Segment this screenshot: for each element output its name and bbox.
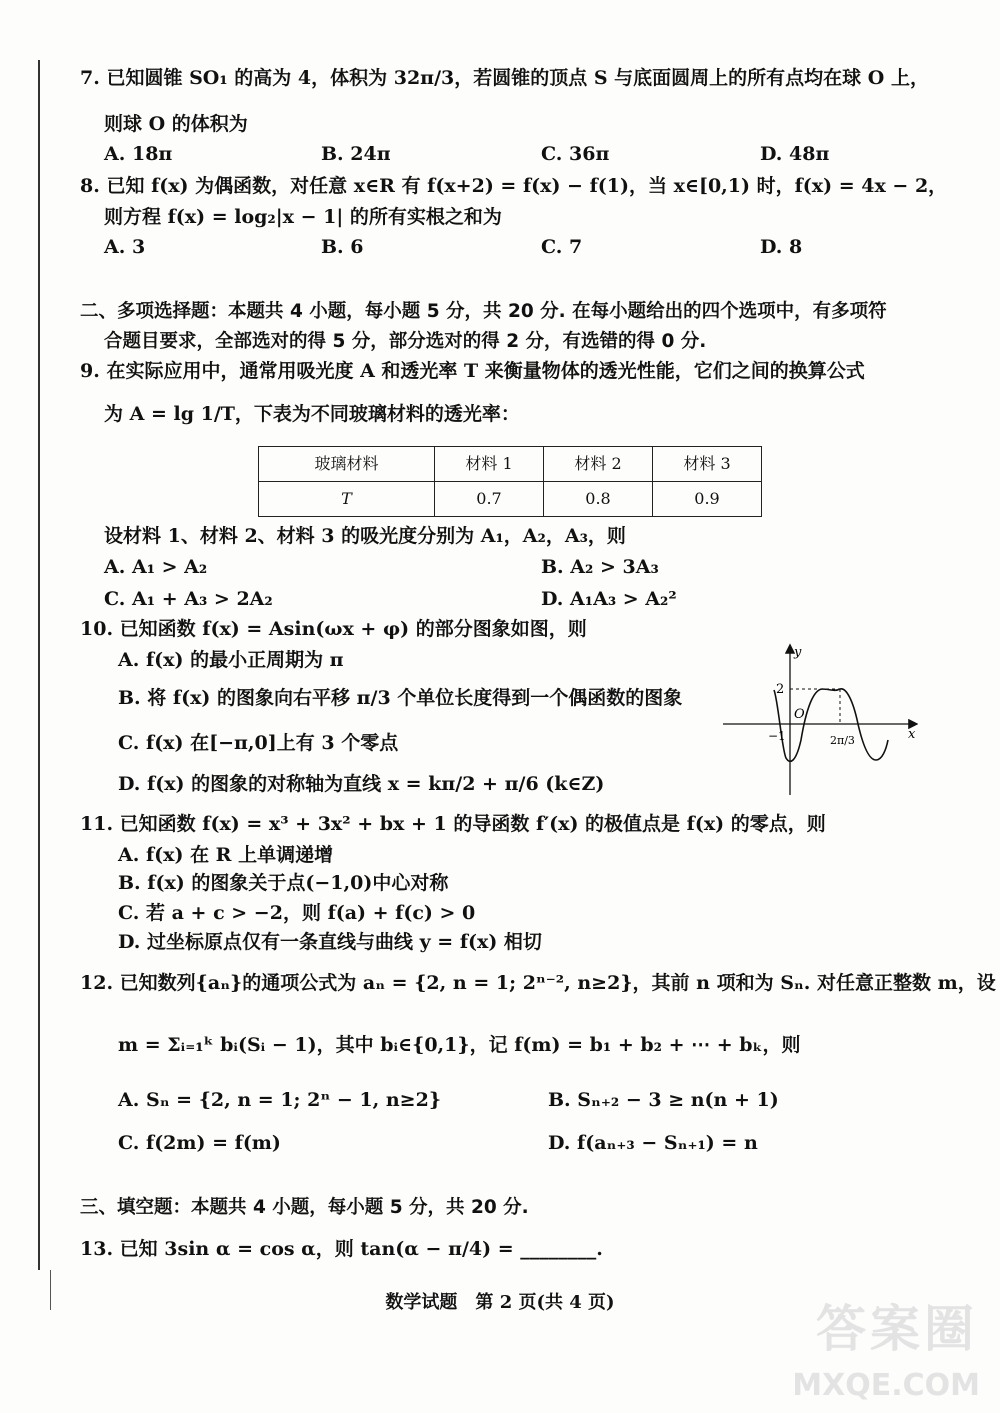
- q12-line1: 12. 已知数列{aₙ}的通项公式为 aₙ = {2, n = 1; 2ⁿ⁻², n≥2}，其前 n 项和为 Sₙ. 对任意正整数 m，设: [80, 972, 996, 994]
- q7-option-c: C. 36π: [541, 143, 610, 165]
- q10-option-a: A. f(x) 的最小正周期为 π: [118, 649, 344, 671]
- table-header-cell: 材料 1: [435, 447, 544, 482]
- sine-graph-figure: [718, 640, 918, 810]
- q12-option-d: D. f(aₙ₊₃ − Sₙ₊₁) = n: [548, 1132, 758, 1154]
- q10-option-c: C. f(x) 在[−π,0]上有 3 个零点: [118, 732, 399, 754]
- y-axis-label: y: [794, 645, 802, 660]
- x-tick-label: 2π/3: [830, 734, 855, 747]
- q7-option-d: D. 48π: [760, 143, 830, 165]
- sine-curve: [774, 689, 888, 762]
- q11-option-a: A. f(x) 在 R 上单调递增: [118, 844, 334, 866]
- origin-label: O: [794, 707, 805, 722]
- q8-option-c: C. 7: [541, 236, 583, 258]
- left-margin-rule: [38, 60, 40, 1270]
- table-cell: 0.7: [435, 482, 544, 517]
- table-cell: 0.9: [653, 482, 762, 517]
- table-row: [259, 482, 762, 517]
- table-header-cell: 材料 3: [653, 447, 762, 482]
- section2-heading-line2: 合题目要求，全部选对的得 5 分，部分选对的得 2 分，有选错的得 0 分.: [104, 331, 707, 352]
- section2-heading-line1: 二、多项选择题：本题共 4 小题，每小题 5 分，共 20 分. 在每小题给出的四个选项中，有多项符: [80, 301, 887, 322]
- x-neg-label: −1: [768, 729, 786, 743]
- q11-option-d: D. 过坐标原点仅有一条直线与曲线 y = f(x) 相切: [118, 931, 542, 953]
- table-cell: T: [259, 482, 435, 517]
- q9-line1: 9. 在实际应用中，通常用吸光度 A 和透光率 T 来衡量物体的透光性能，它们之间的换算公式: [80, 360, 865, 382]
- q8-line2: 则方程 f(x) = log₂|x − 1| 的所有实根之和为: [104, 206, 502, 228]
- q12-line2: m = Σᵢ₌₁ᵏ bᵢ(Sᵢ − 1)，其中 bᵢ∈{0,1}，记 f(m) = b₁ + b₂ + ⋯ + bₖ，则: [118, 1034, 801, 1056]
- watermark-url: MXQE.COM: [792, 1367, 980, 1403]
- q7-line2: 则球 O 的体积为: [104, 113, 248, 135]
- q10-option-d: D. f(x) 的图象的对称轴为直线 x = kπ/2 + π/6 (k∈Z): [118, 773, 605, 795]
- q13-line1: 13. 已知 3sin α = cos α，则 tan(α − π/4) = ________.: [80, 1238, 603, 1260]
- q9-option-d: D. A₁A₃ > A₂²: [541, 588, 677, 610]
- transmittance-table: [258, 446, 762, 517]
- page-footer: 数学试题 第 2 页(共 4 页): [385, 1292, 615, 1313]
- q7-option-b: B. 24π: [321, 143, 391, 165]
- q8-option-d: D. 8: [760, 236, 803, 258]
- table-header-row: [259, 447, 762, 482]
- q9-line3: 设材料 1、材料 2、材料 3 的吸光度分别为 A₁，A₂，A₃，则: [104, 525, 626, 547]
- table-header-cell: 材料 2: [544, 447, 653, 482]
- q10-line1: 10. 已知函数 f(x) = Asin(ωx + φ) 的部分图象如图，则: [80, 618, 587, 640]
- q8-option-a: A. 3: [104, 236, 146, 258]
- q7-line1: 7. 已知圆锥 SO₁ 的高为 4，体积为 32π/3，若圆锥的顶点 S 与底面圆周上的所有点均在球 O 上，: [80, 67, 929, 89]
- q11-option-c: C. 若 a + c > −2，则 f(a) + f(c) > 0: [118, 902, 476, 924]
- x-axis-label: x: [908, 727, 916, 742]
- q9-line2: 为 A = lg 1/T，下表为不同玻璃材料的透光率：: [104, 403, 520, 425]
- y-max-label: 2: [776, 682, 785, 697]
- q9-option-a: A. A₁ > A₂: [104, 556, 208, 578]
- q12-option-a: A. Sₙ = {2, n = 1; 2ⁿ − 1, n≥2}: [118, 1089, 442, 1111]
- q12-option-b: B. Sₙ₊₂ − 3 ≥ n(n + 1): [548, 1089, 779, 1111]
- q12-option-c: C. f(2m) = f(m): [118, 1132, 281, 1154]
- q9-option-c: C. A₁ + A₃ > 2A₂: [104, 588, 273, 610]
- q8-option-b: B. 6: [321, 236, 364, 258]
- q7-option-a: A. 18π: [104, 143, 173, 165]
- q10-option-b: B. 将 f(x) 的图象向右平移 π/3 个单位长度得到一个偶函数的图象: [118, 687, 683, 709]
- watermark-logo: 答案圈: [816, 1299, 978, 1358]
- table-cell: 0.8: [544, 482, 653, 517]
- q11-option-b: B. f(x) 的图象关于点(−1,0)中心对称: [118, 872, 449, 894]
- q8-line1: 8. 已知 f(x) 为偶函数，对任意 x∈R 有 f(x+2) = f(x) − f(1)，当 x∈[0,1) 时，f(x) = 4x − 2，: [80, 175, 948, 197]
- section3-heading: 三、填空题：本题共 4 小题，每小题 5 分，共 20 分.: [80, 1197, 529, 1218]
- table-header-cell: 玻璃材料: [259, 447, 435, 482]
- q11-line1: 11. 已知函数 f(x) = x³ + 3x² + bx + 1 的导函数 f′(x) 的极值点是 f(x) 的零点，则: [80, 813, 826, 835]
- q9-option-b: B. A₂ > 3A₃: [541, 556, 659, 578]
